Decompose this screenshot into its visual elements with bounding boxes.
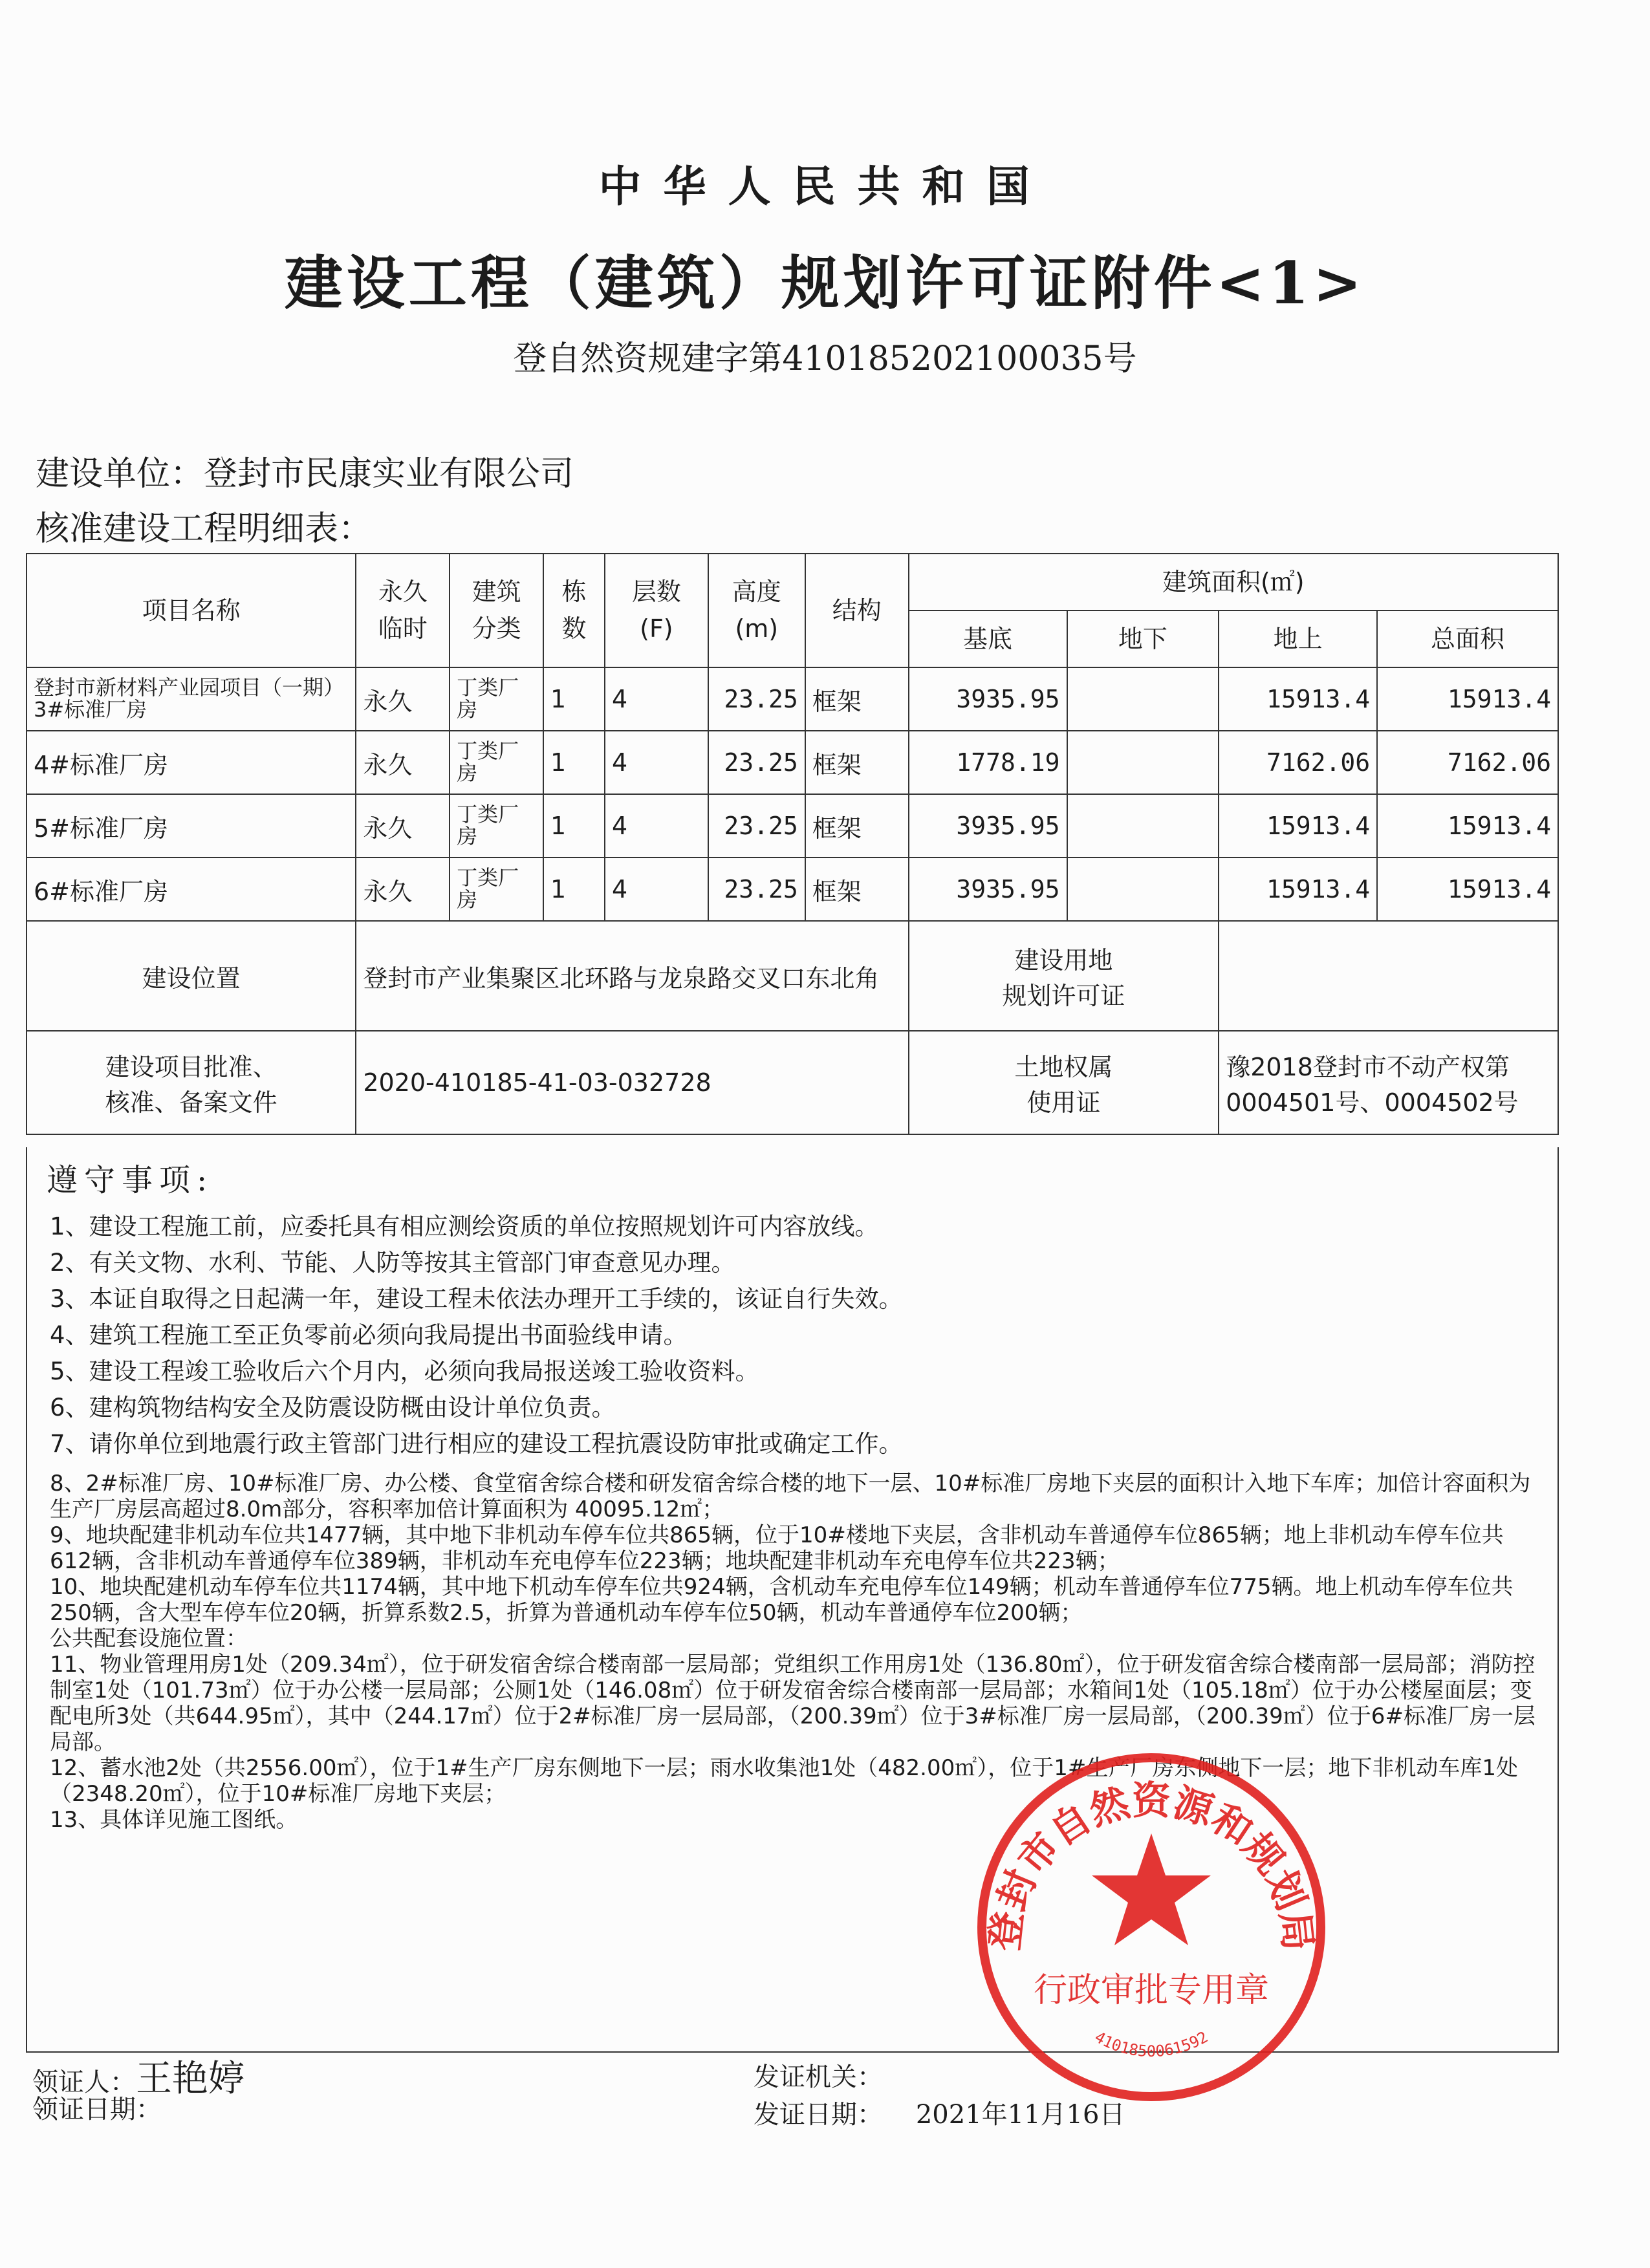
- row-structure: 框架: [805, 794, 909, 858]
- detail-item: 11、物业管理用房1处（209.34㎡），位于研发宿舍综合楼南部一层局部；党组织工作用房1处（136.80㎡），位于研发宿舍综合楼南部一层局部；消防控制室1处（101.73㎡）位于办公楼一层局部；公厕1处（146.08㎡）位于研发宿舍综合楼南部一层局部；水箱间1处（105.18㎡）位于办公楼屋面层；变配电所3处（共644.95㎡），其中（244.17㎡）位于2#标准厂房一层局部，（200.39㎡）位于3#标准厂房一层局部，（200.39㎡）位于6#标准厂房一层局部。: [50, 1652, 1536, 1755]
- row-total: 15913.4: [1377, 794, 1558, 858]
- row-structure: 框架: [805, 858, 909, 921]
- rule-item: 5、建设工程竣工验收后六个月内，必须向我局报送竣工验收资料。: [50, 1357, 759, 1385]
- header-structure: 结构: [805, 554, 909, 667]
- permit-number: 登自然资规建字第410185202100035号: [513, 340, 1137, 378]
- row-name: 5#标准厂房: [27, 794, 356, 858]
- land-right-value: 豫2018登封市不动产权第 0004501号、0004502号: [1219, 1031, 1558, 1134]
- table-row: [27, 858, 1558, 921]
- detail-item: 13、具体详见施工图纸。: [50, 1807, 298, 1833]
- location-row: [27, 921, 1558, 1031]
- row-structure: 框架: [805, 667, 909, 731]
- row-name: 登封市新材料产业园项目（一期）3#标准厂房: [27, 667, 356, 731]
- row-height: 23.25: [708, 858, 805, 921]
- country-name: 中华人民共和国: [598, 161, 1052, 211]
- row-category: 丁类厂房: [450, 794, 543, 858]
- receive-date-label: 领证日期：: [32, 2095, 162, 2124]
- row-underground: [1067, 858, 1219, 921]
- row-floors: 4: [605, 731, 708, 794]
- issuer-label: 发证机关：: [754, 2062, 883, 2092]
- row-base: 3935.95: [909, 794, 1067, 858]
- table-row: [27, 794, 1558, 858]
- row-above: 7162.06: [1219, 731, 1377, 794]
- row-above: 15913.4: [1219, 667, 1377, 731]
- header-floors: 层数 (F): [605, 554, 708, 667]
- row-category: 丁类厂房: [450, 858, 543, 921]
- rule-item: 4、建筑工程施工至正负零前必须向我局提出书面验线申请。: [50, 1321, 688, 1349]
- row-height: 23.25: [708, 794, 805, 858]
- detail-item: 9、地块配建非机动车位共1477辆，其中地下非机动车停车位共865辆，位于10#楼地下夹层，含非机动车普通停车位865辆；地上非机动车停车位共612辆，含非机动车普通停车位389辆，非机动车充电停车位223辆；地块配建非机动车充电停车位共223辆；: [50, 1522, 1504, 1574]
- land-permit-label: 建设用地 规划许可证: [909, 921, 1219, 1031]
- document-title: 建设工程（建筑）规划许可证附件<1>: [284, 249, 1366, 318]
- row-category: 丁类厂房: [450, 731, 543, 794]
- row-name: 6#标准厂房: [27, 858, 356, 921]
- row-count: 1: [543, 858, 605, 921]
- row-total: 15913.4: [1377, 667, 1558, 731]
- issue-date-label: 发证日期：: [754, 2100, 883, 2130]
- receiver-signature: 王艳婷: [136, 2058, 244, 2100]
- row-base: 3935.95: [909, 858, 1067, 921]
- rule-item: 2、有关文物、水利、节能、人防等按其主管部门审查意见办理。: [50, 1249, 735, 1277]
- row-perm: 永久: [356, 667, 450, 731]
- detail-item: 12、蓄水池2处（共2556.00㎡），位于1#生产厂房东侧地下一层；雨水收集池1处（482.00㎡），位于1#生产厂房东侧地下一层；地下非机动车库1处（2348.20㎡），位于10#标准厂房地下夹层；: [50, 1755, 1518, 1807]
- applicant-name: 登封市民康实业有限公司: [204, 455, 574, 493]
- row-underground: [1067, 794, 1219, 858]
- row-name: 4#标准厂房: [27, 731, 356, 794]
- row-category: 丁类厂房: [450, 667, 543, 731]
- land-right-label: 土地权属 使用证: [909, 1031, 1219, 1134]
- location-value: 登封市产业集聚区北环路与龙泉路交叉口东北角: [356, 921, 908, 1031]
- seal-outer-text: 登封市自然资源和规划局: [982, 1778, 1321, 1953]
- header-project-name: 项目名称: [27, 554, 356, 667]
- detail-item: 8、2#标准厂房、10#标准厂房、办公楼、食堂宿舍综合楼和研发宿舍综合楼的地下一层、10#标准厂房地下夹层的面积计入地下车库；加倍计容面积为生产厂房层高超过8.0m部分，容积率加倍计算面积为 40095.12㎡；: [50, 1471, 1531, 1522]
- row-floors: 4: [605, 794, 708, 858]
- star-icon: [1092, 1833, 1211, 1945]
- rule-item: 3、本证自取得之日起满一年，建设工程未依法办理开工手续的，该证自行失效。: [50, 1285, 903, 1313]
- seal-serial: 4101850061592: [1091, 2027, 1211, 2060]
- row-count: 1: [543, 794, 605, 858]
- table-title: 核准建设工程明细表：: [36, 510, 373, 548]
- approval-label: 建设项目批准、 核准、备案文件: [27, 1031, 356, 1134]
- rule-item: 7、请你单位到地震行政主管部门进行相应的建设工程抗震设防审批或确定工作。: [50, 1430, 903, 1458]
- header-permanence: 永久 临时: [356, 554, 450, 667]
- header-height: 高度 (m): [708, 554, 805, 667]
- issue-date: 2021年11月16日: [915, 2100, 1125, 2130]
- row-count: 1: [543, 731, 605, 794]
- applicant-label: 建设单位：: [36, 455, 204, 493]
- project-table: [26, 553, 1559, 1135]
- row-count: 1: [543, 667, 605, 731]
- row-height: 23.25: [708, 731, 805, 794]
- row-perm: 永久: [356, 858, 450, 921]
- location-label: 建设位置: [27, 921, 356, 1031]
- rule-item: 6、建构筑物结构安全及防震设防概由设计单位负责。: [50, 1394, 616, 1421]
- header-underground: 地下: [1067, 610, 1219, 667]
- row-underground: [1067, 667, 1219, 731]
- row-perm: 永久: [356, 731, 450, 794]
- header-count: 栋 数: [543, 554, 605, 667]
- detail-item: 10、地块配建机动车停车位共1174辆，其中地下机动车停车位共924辆，含机动车充电停车位149辆；机动车普通停车位775辆。地上机动车停车位共250辆，含大型车停车位20辆，折算系数2.5，折算为普通机动车停车位50辆，机动车普通停车位200辆；: [50, 1574, 1514, 1626]
- detail-item: 公共配套设施位置：: [50, 1626, 248, 1652]
- row-base: 1778.19: [909, 731, 1067, 794]
- table-row: [27, 731, 1558, 794]
- header-category: 建筑 分类: [450, 554, 543, 667]
- svg-text:4101850061592: [1092, 2028, 1211, 2060]
- approval-row: [27, 1031, 1558, 1134]
- row-structure: 框架: [805, 731, 909, 794]
- row-floors: 4: [605, 667, 708, 731]
- row-underground: [1067, 731, 1219, 794]
- receiver-label: 领证人：: [32, 2068, 136, 2097]
- row-above: 15913.4: [1219, 858, 1377, 921]
- header-above: 地上: [1219, 610, 1377, 667]
- row-floors: 4: [605, 858, 708, 921]
- row-total: 7162.06: [1377, 731, 1558, 794]
- row-base: 3935.95: [909, 667, 1067, 731]
- seal-inner-text: 行政审批专用章: [1033, 1971, 1270, 2010]
- land-permit-value: [1219, 921, 1558, 1031]
- row-perm: 永久: [356, 794, 450, 858]
- row-above: 15913.4: [1219, 794, 1377, 858]
- official-seal: [970, 1746, 1332, 2108]
- row-height: 23.25: [708, 667, 805, 731]
- notes-title: 遵守事项:: [47, 1162, 214, 1198]
- row-total: 15913.4: [1377, 858, 1558, 921]
- applicant-line: [36, 446, 574, 495]
- rule-item: 1、建设工程施工前，应委托具有相应测绘资质的单位按照规划许可内容放线。: [50, 1213, 879, 1240]
- header-base: 基底: [909, 610, 1067, 667]
- table-row: [27, 667, 1558, 731]
- header-area-group: 建筑面积(㎡): [909, 554, 1558, 610]
- approval-value: 2020-410185-41-03-032728: [356, 1031, 908, 1134]
- header-total: 总面积: [1377, 610, 1558, 667]
